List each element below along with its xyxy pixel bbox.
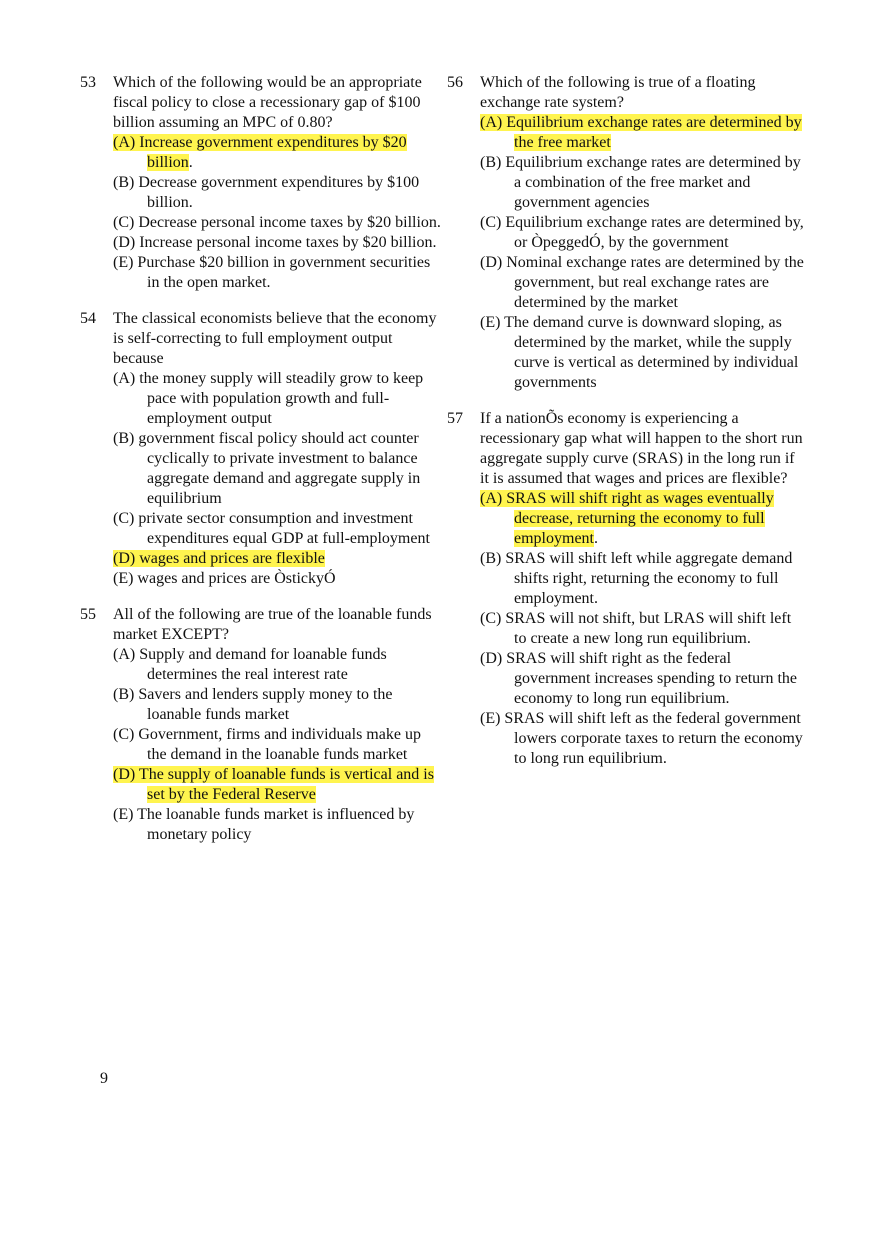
answer-option-d: (D) Increase personal income taxes by $20 billion. (113, 234, 437, 251)
question-55 (80, 605, 442, 845)
answer-option-b: (B) government fiscal policy should act counter cyclically to private investment to balance aggregate demand and aggregate supply in equilibrium (113, 430, 421, 507)
answer-option-e: (E) wages and prices are ÒstickyÓ (113, 570, 336, 587)
question-number: 57 (447, 410, 463, 427)
left-column (80, 73, 442, 845)
answer-option-e: (E) Purchase $20 billion in government securities in the open market. (113, 254, 431, 291)
question-text: All of the following are true of the loanable funds market EXCEPT? (113, 606, 432, 643)
answer-option-b: (B) Savers and lenders supply money to the loanable funds market (113, 686, 393, 723)
highlighted-answer: (D) wages and prices are flexible (113, 550, 325, 567)
question-53 (80, 73, 442, 293)
answer-option-b: (B) Equilibrium exchange rates are determined by a combination of the free market and government agencies (480, 154, 801, 211)
page-number: 9 (100, 1070, 108, 1087)
question-text: Which of the following is true of a floating exchange rate system? (480, 74, 756, 111)
question-54 (80, 309, 442, 589)
question-text: The classical economists believe that the economy is self-correcting to full employment output because (113, 310, 437, 367)
answer-option-b: (B) Decrease government expenditures by $100 billion. (113, 174, 420, 211)
answer-option-e: (E) SRAS will shift left as the federal government lowers corporate taxes to return the economy to long run equilibrium. (480, 710, 803, 767)
question-text: If a nationÕs economy is experiencing a recessionary gap what will happen to the short run aggregate supply curve (SRAS) in the long run if it is assumed that wages and prices are flexible? (480, 410, 803, 487)
answer-option-c: (C) SRAS will not shift, but LRAS will shift left to create a new long run equilibrium. (480, 610, 792, 647)
answer-option-a (480, 489, 807, 549)
question-text: Which of the following would be an appropriate fiscal policy to close a recessionary gap of $100 billion assuming an MPC of 0.80? (113, 74, 422, 131)
question-number: 53 (80, 74, 96, 91)
answer-option-d: (D) SRAS will shift right as the federal government increases spending to return the economy to long run equilibrium. (480, 650, 798, 707)
highlighted-answer: (D) The supply of loanable funds is vertical and is set by the Federal Reserve (113, 766, 434, 803)
answer-option-a: (A) the money supply will steadily grow to keep pace with population growth and full-employment output (113, 370, 424, 427)
question-number: 56 (447, 74, 463, 91)
option-suffix: . (188, 154, 193, 171)
answer-option-d (113, 549, 442, 569)
highlighted-answer: (A) SRAS will shift right as wages eventually decrease, returning the economy to full employment (480, 490, 774, 547)
answer-option-b: (B) SRAS will shift left while aggregate demand shifts right, returning the economy to full employment. (480, 550, 793, 607)
question-57 (447, 409, 807, 769)
answer-option-d: (D) Nominal exchange rates are determined by the government, but real exchange rates are determined by the market (480, 254, 804, 311)
answer-option-d (113, 765, 442, 805)
answer-option-e: (E) The demand curve is downward sloping, as determined by the market, while the supply curve is vertical as determined by individual governments (480, 314, 799, 391)
answer-option-e: (E) The loanable funds market is influenced by monetary policy (113, 806, 415, 843)
question-56 (447, 73, 807, 393)
right-column (447, 73, 807, 769)
answer-option-c: (C) Decrease personal income taxes by $20 billion. (113, 214, 441, 231)
option-suffix: . (593, 530, 598, 547)
highlighted-answer: (A) Equilibrium exchange rates are determined by the free market (480, 114, 802, 151)
question-number: 55 (80, 606, 96, 623)
answer-option-a: (A) Supply and demand for loanable funds determines the real interest rate (113, 646, 387, 683)
answer-option-a (113, 133, 442, 173)
answer-option-c: (C) Government, firms and individuals make up the demand in the loanable funds market (113, 726, 421, 763)
question-number: 54 (80, 310, 96, 327)
highlighted-answer: (A) Increase government expenditures by $20 billion (113, 134, 407, 171)
answer-option-c: (C) private sector consumption and investment expenditures equal GDP at full-employment (113, 510, 430, 547)
answer-option-a (480, 113, 807, 153)
answer-option-c: (C) Equilibrium exchange rates are determined by, or ÒpeggedÓ, by the government (480, 214, 804, 251)
